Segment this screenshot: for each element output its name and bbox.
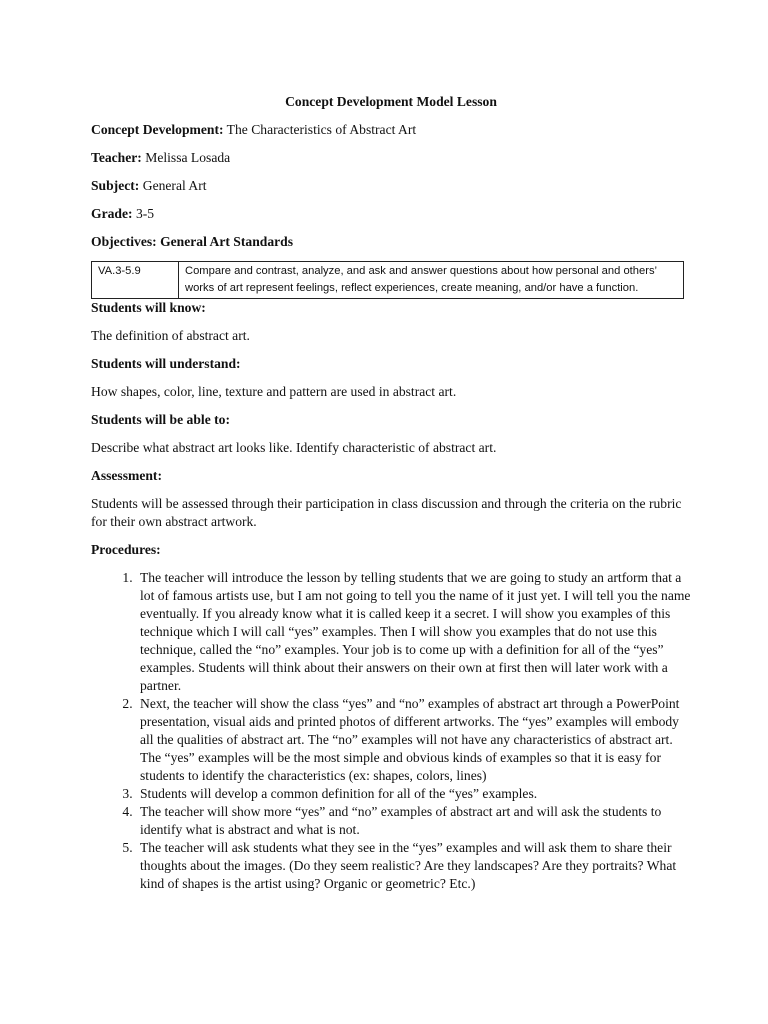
grade-label: Grade:	[91, 206, 133, 221]
concept-field	[91, 121, 691, 139]
subject-label: Subject:	[91, 178, 140, 193]
page-title: Concept Development Model Lesson	[285, 94, 497, 109]
concept-value: The Characteristics of Abstract Art	[226, 122, 417, 137]
list-item: 4. The teacher will show more “yes” and “no” examples of abstract art and will ask the students to identify what is abstract and what is not.	[136, 803, 691, 839]
assessment-heading: Assessment:	[91, 468, 162, 483]
list-item: 5. The teacher will ask students what they see in the “yes” examples and will ask them to share their thoughts about the images. (Do they seem realistic? Are they landscapes? Are they portraits? What kind of shapes is the artist using? Organic or geometric? Etc.)	[136, 839, 691, 893]
know-heading: Students will know:	[91, 300, 206, 315]
teacher-value: Melissa Losada	[145, 150, 231, 165]
understand-heading: Students will understand:	[91, 356, 241, 371]
procedures-list	[91, 569, 691, 893]
assessment-text: Students will be assessed through their participation in class discussion and through the criteria on the rubric for their own abstract artwork.	[91, 496, 682, 529]
able-text: Describe what abstract art looks like. Identify characteristic of abstract art.	[91, 440, 497, 455]
understand-text: How shapes, color, line, texture and pattern are used in abstract art.	[91, 384, 457, 399]
standard-code: VA.3-5.9	[92, 262, 179, 299]
list-item: 2. Next, the teacher will show the class “yes” and “no” examples of abstract art through a PowerPoint presentation, visual aids and printed photos of different artworks. The “yes” examples will embody all the qualities of abstract art. The “no” examples will not have any characteristics of abstract art. The “yes” examples will be the most simple and obvious kinds of examples so that it is easy for students to identify the characteristics (ex: shapes, colors, lines)	[136, 695, 691, 785]
standards-table	[91, 261, 684, 299]
table-row	[92, 262, 684, 299]
grade-value: 3-5	[135, 206, 155, 221]
know-text: The definition of abstract art.	[91, 328, 250, 343]
objectives-heading: Objectives: General Art Standards	[91, 234, 293, 249]
teacher-label: Teacher:	[91, 150, 142, 165]
grade-field	[91, 205, 691, 223]
list-item: 1. The teacher will introduce the lesson by telling students that we are going to study an artform that a lot of famous artists use, but I am not going to tell you the name of it just yet. I will tell you the name eventually. If you already know what it is called keep it a secret. I will show you examples of this technique which I will call “yes” examples. Then I will show you examples that do not use this technique, called the “no” examples. Your job is to come up with a definition for all of the “yes” examples. Students will think about their answers on their own at first then will later work with a partner.	[136, 569, 691, 695]
list-item: 3. Students will develop a common definition for all of the “yes” examples.	[136, 785, 691, 803]
procedures-heading: Procedures:	[91, 542, 161, 557]
subject-value: General Art	[142, 178, 207, 193]
concept-label: Concept Development:	[91, 122, 224, 137]
able-heading: Students will be able to:	[91, 412, 230, 427]
document-page	[91, 93, 691, 893]
teacher-field	[91, 149, 691, 167]
standard-text: Compare and contrast, analyze, and ask and answer questions about how personal and others’ works of art represent feelings, reflect experiences, create meaning, and/or have a function.	[179, 262, 684, 299]
subject-field	[91, 177, 691, 195]
